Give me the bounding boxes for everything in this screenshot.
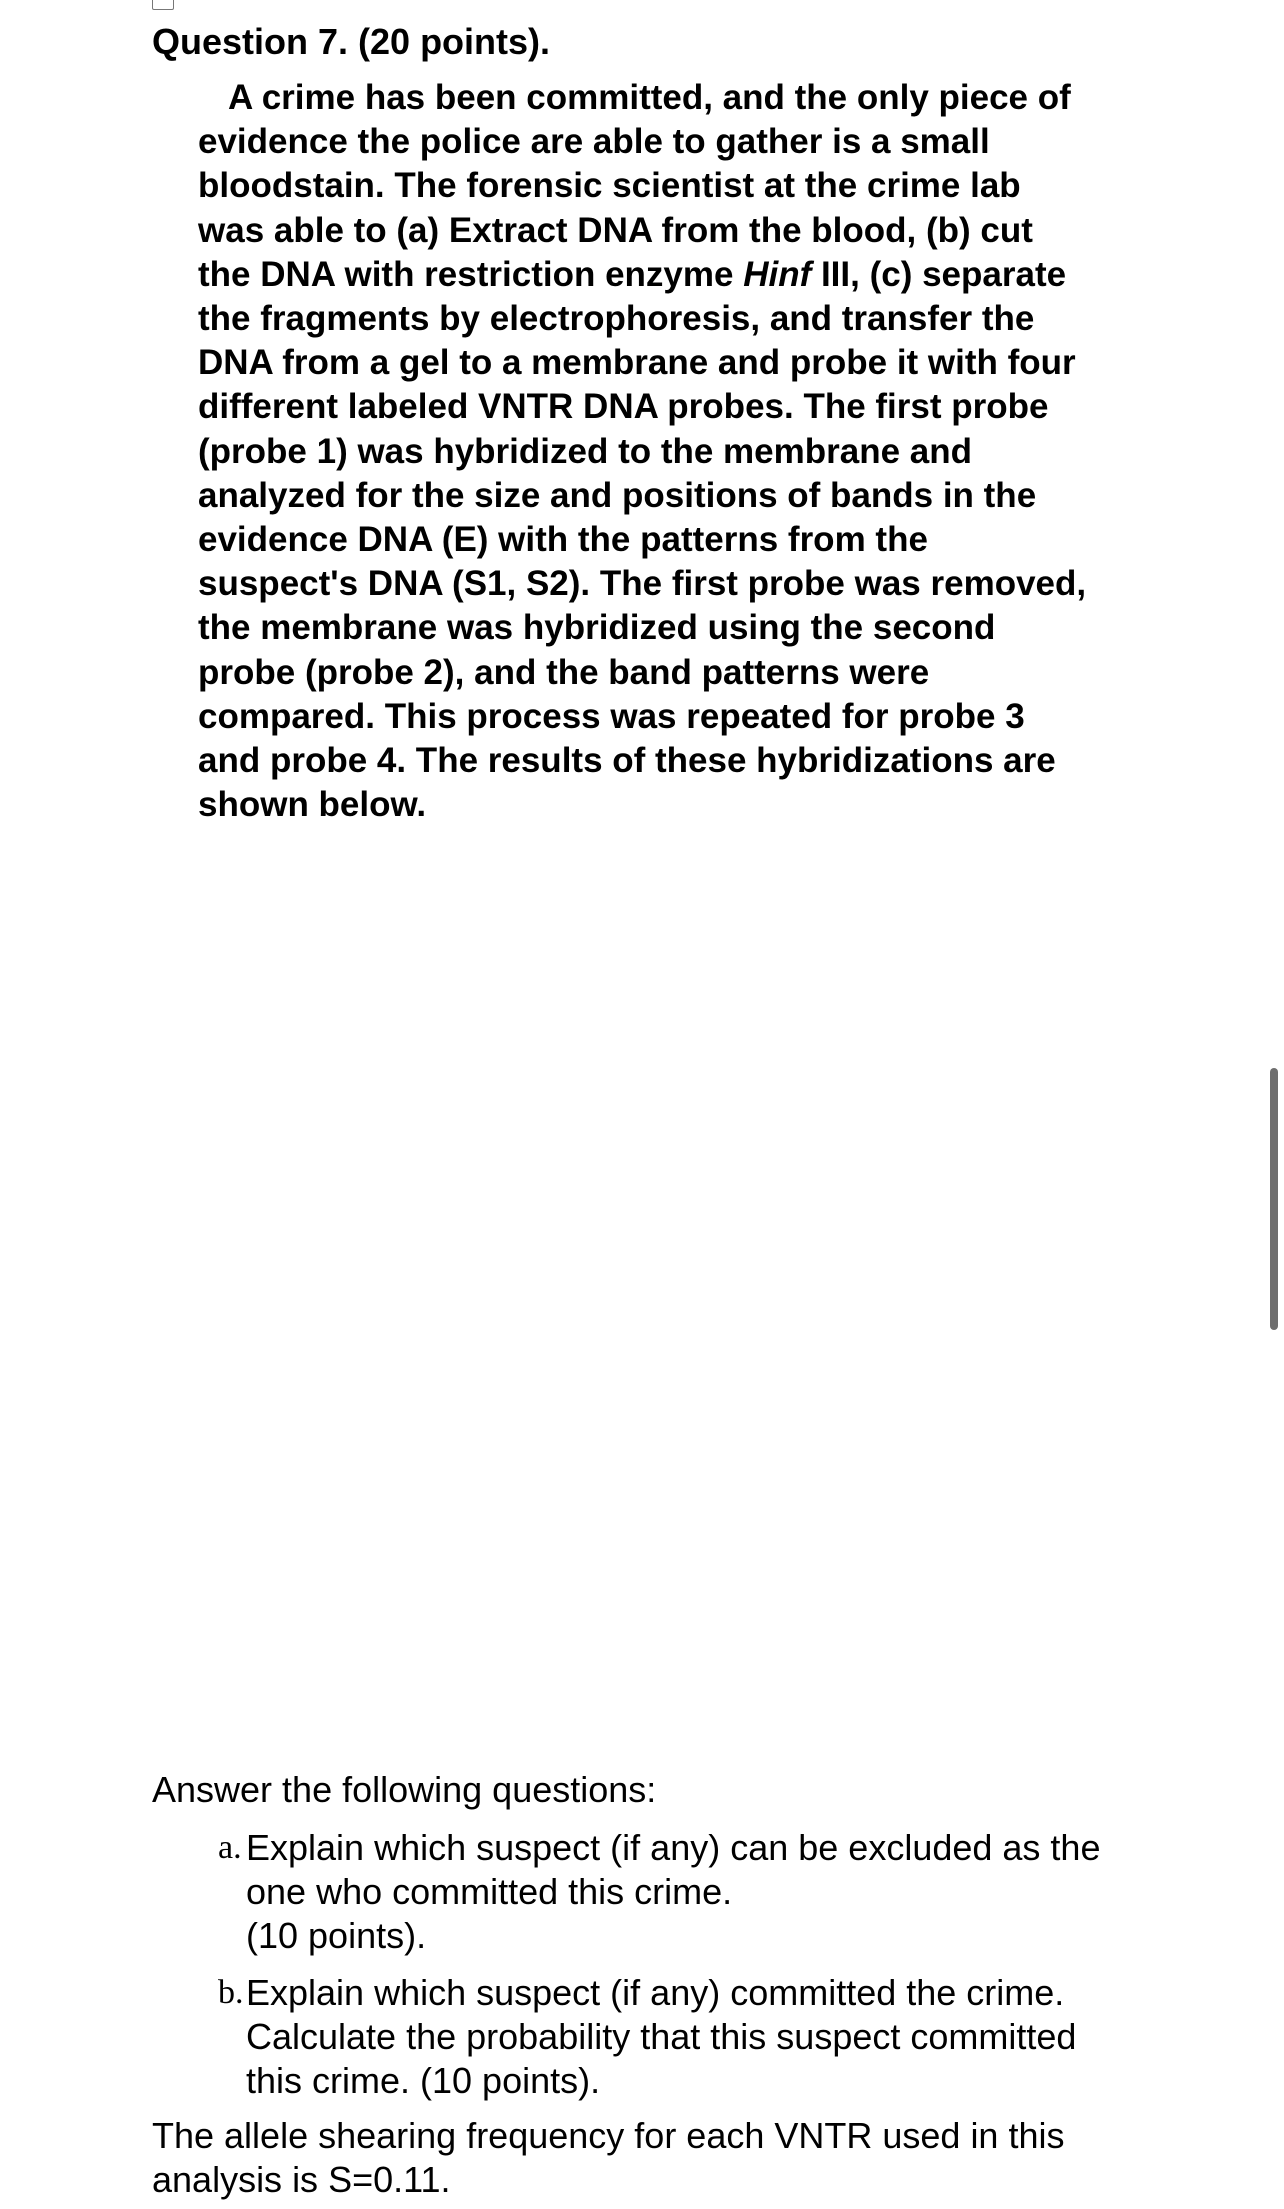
body-line-2: evidence the police are able to gather is a small xyxy=(198,122,990,162)
body-line-14: probe (probe 2), and the band patterns were xyxy=(198,652,930,692)
body-line-9: (probe 1) was hybridized to the membrane and xyxy=(198,431,973,471)
body-line-17: shown below. xyxy=(198,785,427,825)
body-line-8: different labeled VNTR DNA probes. The first probe xyxy=(198,387,1049,427)
sub-question-a xyxy=(218,1826,1218,1958)
scrollbar-thumb[interactable] xyxy=(1270,1068,1278,1330)
allele-frequency-line-2: analysis is S=0.11. xyxy=(152,2159,451,2200)
allele-frequency-line-1: The allele shearing frequency for each VNTR used in this xyxy=(152,2115,1065,2156)
question-body xyxy=(198,76,1198,827)
sub-question-a-line-2: one who committed this crime. xyxy=(246,1871,733,1912)
body-line-5 xyxy=(198,253,1198,297)
body-line-12: suspect's DNA (S1, S2). The first probe was removed, xyxy=(198,564,1087,604)
body-line-4: was able to (a) Extract DNA from the blood, (b) cut xyxy=(198,210,1033,250)
body-line-11: evidence DNA (E) with the patterns from the xyxy=(198,520,928,560)
sub-question-b-line-2: Calculate the probability that this suspect committed xyxy=(246,2016,1077,2057)
body-line-3: bloodstain. The forensic scientist at the crime lab xyxy=(198,166,1021,206)
enzyme-name: Hinf xyxy=(743,254,812,294)
body-line-13: the membrane was hybridized using the second xyxy=(198,608,996,648)
allele-frequency-note xyxy=(152,2114,1064,2202)
sub-question-b xyxy=(218,1971,1218,2103)
body-line-5-start: the DNA with restriction enzyme xyxy=(198,254,744,294)
question-title: Question 7. (20 points). xyxy=(152,21,551,62)
body-line-10: analyzed for the size and positions of bands in the xyxy=(198,475,1037,515)
answer-intro: Answer the following questions: xyxy=(152,1769,657,1810)
sub-question-b-marker: b. xyxy=(218,1974,244,2011)
sub-question-a-line-1: Explain which suspect (if any) can be excluded as the xyxy=(246,1827,1101,1868)
body-line-6: the fragments by electrophoresis, and transfer the xyxy=(198,299,1035,339)
body-line-16: and probe 4. The results of these hybridizations are xyxy=(198,741,1056,781)
body-line-5-end: III, (c) separate xyxy=(811,254,1067,294)
checkbox[interactable] xyxy=(152,0,174,10)
sub-question-b-line-3: this crime. (10 points). xyxy=(246,2060,601,2101)
sub-question-a-line-3: (10 points). xyxy=(246,1915,427,1956)
sub-question-a-marker: a. xyxy=(218,1829,242,1866)
body-line-1: A crime has been committed, and the only piece of xyxy=(228,78,1071,117)
body-line-15: compared. This process was repeated for probe 3 xyxy=(198,696,1025,736)
sub-question-b-line-1: Explain which suspect (if any) committed the crime. xyxy=(246,1972,1065,2013)
sub-questions xyxy=(218,1826,1218,2103)
body-line-7: DNA from a gel to a membrane and probe it with four xyxy=(198,343,1076,383)
